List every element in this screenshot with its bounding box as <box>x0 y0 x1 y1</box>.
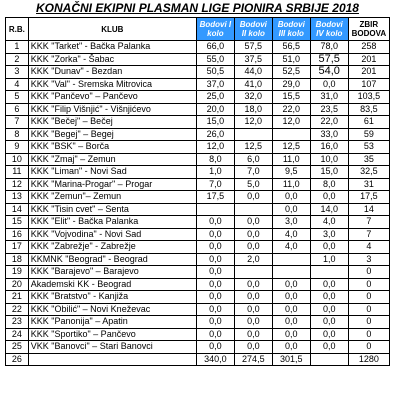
cell-round-1: 0,0 <box>196 241 234 254</box>
cell-round-1: 12,0 <box>196 141 234 154</box>
cell-rb: 3 <box>6 66 29 79</box>
cell-round-2: 57,5 <box>234 41 272 54</box>
cell-round-3: 0,0 <box>272 341 310 354</box>
cell-round-4: 23,5 <box>310 103 348 116</box>
header-round-4 <box>310 18 348 41</box>
cell-round-1: 0,0 <box>196 341 234 354</box>
cell-club: KKK "Zorka" - Šabac <box>28 53 196 66</box>
cell-total: 35 <box>348 153 389 166</box>
cell-round-3: 22,0 <box>272 103 310 116</box>
cell-round-4: 0,0 <box>310 316 348 329</box>
cell-club <box>28 353 196 366</box>
cell-round-4: 15,0 <box>310 166 348 179</box>
cell-rb: 23 <box>6 316 29 329</box>
cell-total: 17,5 <box>348 191 389 204</box>
header-round-2-line2: II kolo <box>241 29 265 38</box>
cell-club: KKK "Bečej" – Bečej <box>28 116 196 129</box>
cell-rb: 18 <box>6 253 29 266</box>
cell-rb: 15 <box>6 216 29 229</box>
cell-rb: 1 <box>6 41 29 54</box>
cell-round-4: 16,0 <box>310 141 348 154</box>
cell-rb: 10 <box>6 153 29 166</box>
header-total-line1: ZBIR <box>359 20 379 29</box>
cell-total: 0 <box>348 341 389 354</box>
cell-round-1: 20,0 <box>196 103 234 116</box>
cell-round-4: 0,0 <box>310 278 348 291</box>
cell-rb: 7 <box>6 116 29 129</box>
cell-round-3: 0,0 <box>272 203 310 216</box>
cell-round-1: 340,0 <box>196 353 234 366</box>
cell-round-3: 0,0 <box>272 303 310 316</box>
cell-total: 32,5 <box>348 166 389 179</box>
cell-round-4: 0,0 <box>310 328 348 341</box>
cell-round-4: 8,0 <box>310 178 348 191</box>
cell-total: 1280 <box>348 353 389 366</box>
cell-round-1: 0,0 <box>196 291 234 304</box>
cell-total: 4 <box>348 241 389 254</box>
table-row <box>6 203 390 216</box>
cell-rb: 4 <box>6 78 29 91</box>
table-row <box>6 278 390 291</box>
cell-round-3 <box>272 266 310 279</box>
cell-round-2 <box>234 203 272 216</box>
cell-round-4: 0,0 <box>310 241 348 254</box>
header-round-3-line1: Bodovi <box>277 20 305 29</box>
table-row <box>6 216 390 229</box>
header-klub: KLUB <box>28 18 196 41</box>
cell-round-4: 0,0 <box>310 303 348 316</box>
cell-rb: 9 <box>6 141 29 154</box>
cell-round-2: 0,0 <box>234 316 272 329</box>
table-row <box>6 166 390 179</box>
cell-round-3: 12,0 <box>272 116 310 129</box>
cell-club: KKMNK "Beograd" - Beograd <box>28 253 196 266</box>
cell-total: 0 <box>348 328 389 341</box>
cell-total: 59 <box>348 128 389 141</box>
cell-club: KKK "Panonija" – Apatin <box>28 316 196 329</box>
table-header-row <box>6 18 390 41</box>
cell-rb: 25 <box>6 341 29 354</box>
cell-total: 0 <box>348 316 389 329</box>
cell-total: 0 <box>348 266 389 279</box>
page-title: KONAČNI EKIPNI PLASMAN LIGE PIONIRA SRBIJE 2018 <box>36 1 359 15</box>
cell-round-4: 10,0 <box>310 153 348 166</box>
cell-round-2: 18,0 <box>234 103 272 116</box>
cell-round-3: 0,0 <box>272 191 310 204</box>
cell-total: 103,5 <box>348 91 389 104</box>
table-row <box>6 266 390 279</box>
cell-club: KKK "Elit" - Bačka Palanka <box>28 216 196 229</box>
cell-round-2: 7,0 <box>234 166 272 179</box>
cell-round-2: 0,0 <box>234 191 272 204</box>
cell-round-3: 56,5 <box>272 41 310 54</box>
cell-club: KKK "Bratstvo" - Kanjiža <box>28 291 196 304</box>
cell-round-1 <box>196 203 234 216</box>
cell-round-3: 0,0 <box>272 291 310 304</box>
cell-round-2: 44,0 <box>234 66 272 79</box>
cell-round-4: 3,0 <box>310 228 348 241</box>
cell-round-1: 0,0 <box>196 278 234 291</box>
cell-total: 7 <box>348 228 389 241</box>
cell-club: KKK "Begej" – Begej <box>28 128 196 141</box>
cell-rb: 16 <box>6 228 29 241</box>
cell-round-3: 301,5 <box>272 353 310 366</box>
cell-round-3: 15,5 <box>272 91 310 104</box>
table-row <box>6 228 390 241</box>
cell-club: Akademski KK - Beograd <box>28 278 196 291</box>
cell-round-2: 0,0 <box>234 216 272 229</box>
cell-club: KKK "Tarket" - Bačka Palanka <box>28 41 196 54</box>
cell-total: 14 <box>348 203 389 216</box>
cell-rb: 17 <box>6 241 29 254</box>
cell-round-4: 22,0 <box>310 116 348 129</box>
cell-round-4: 0,0 <box>310 191 348 204</box>
cell-round-4: 31,0 <box>310 91 348 104</box>
cell-club: KKK "Zmaj" – Zemun <box>28 153 196 166</box>
cell-rb: 13 <box>6 191 29 204</box>
table-row <box>6 41 390 54</box>
cell-round-2: 0,0 <box>234 341 272 354</box>
table-row <box>6 178 390 191</box>
cell-rb: 19 <box>6 266 29 279</box>
cell-round-3: 11,0 <box>272 178 310 191</box>
cell-club: KKK "Val" - Sremska Mitrovica <box>28 78 196 91</box>
cell-round-1: 0,0 <box>196 216 234 229</box>
header-round-4-line1: Bodovi <box>315 20 343 29</box>
table-row <box>6 241 390 254</box>
table-row <box>6 141 390 154</box>
cell-round-1: 0,0 <box>196 253 234 266</box>
table-row <box>6 353 390 366</box>
cell-total: 0 <box>348 291 389 304</box>
cell-round-1: 17,5 <box>196 191 234 204</box>
cell-round-3: 0,0 <box>272 328 310 341</box>
standings-table <box>5 17 390 366</box>
cell-round-2: 32,0 <box>234 91 272 104</box>
cell-round-2 <box>234 128 272 141</box>
cell-total: 107 <box>348 78 389 91</box>
table-row <box>6 128 390 141</box>
cell-total: 31 <box>348 178 389 191</box>
cell-round-1: 7,0 <box>196 178 234 191</box>
cell-club: KKK "Zabrežje" - Zabrežje <box>28 241 196 254</box>
cell-rb: 26 <box>6 353 29 366</box>
cell-round-2: 0,0 <box>234 291 272 304</box>
cell-rb: 24 <box>6 328 29 341</box>
cell-round-4: 57,5 <box>310 53 348 66</box>
cell-round-2: 0,0 <box>234 228 272 241</box>
cell-round-3: 11,0 <box>272 153 310 166</box>
cell-round-2: 12,5 <box>234 141 272 154</box>
cell-round-4 <box>310 266 348 279</box>
cell-total: 0 <box>348 278 389 291</box>
table-row <box>6 191 390 204</box>
cell-club: KKK "Zemun"– Zemun <box>28 191 196 204</box>
cell-round-2: 0,0 <box>234 241 272 254</box>
cell-club: KKK "Filip Višnjić" - Višnjićevo <box>28 103 196 116</box>
cell-round-2: 0,0 <box>234 328 272 341</box>
table-row <box>6 66 390 79</box>
cell-round-2: 274,5 <box>234 353 272 366</box>
cell-round-1: 25,0 <box>196 91 234 104</box>
header-round-3 <box>272 18 310 41</box>
cell-round-1: 8,0 <box>196 153 234 166</box>
cell-round-2: 6,0 <box>234 153 272 166</box>
cell-round-2 <box>234 266 272 279</box>
table-row <box>6 341 390 354</box>
header-total-line2: BODOVA <box>351 29 387 38</box>
cell-round-3 <box>272 128 310 141</box>
cell-rb: 8 <box>6 128 29 141</box>
cell-total: 201 <box>348 66 389 79</box>
cell-total: 201 <box>348 53 389 66</box>
cell-round-2: 0,0 <box>234 303 272 316</box>
cell-rb: 20 <box>6 278 29 291</box>
header-round-4-line2: IV kolo <box>316 29 343 38</box>
cell-round-3: 29,0 <box>272 78 310 91</box>
table-row <box>6 291 390 304</box>
cell-round-1: 55,0 <box>196 53 234 66</box>
cell-round-4: 54,0 <box>310 66 348 79</box>
table-row <box>6 316 390 329</box>
header-round-3-line2: III kolo <box>278 29 304 38</box>
header-round-1-line2: kolo <box>207 29 224 38</box>
cell-round-1: 15,0 <box>196 116 234 129</box>
cell-club: KKK "Barajevo" – Barajevo <box>28 266 196 279</box>
cell-round-3: 0,0 <box>272 316 310 329</box>
cell-total: 7 <box>348 216 389 229</box>
header-round-2 <box>234 18 272 41</box>
cell-round-4: 33,0 <box>310 128 348 141</box>
cell-round-1: 0,0 <box>196 266 234 279</box>
cell-round-2: 12,0 <box>234 116 272 129</box>
table-row <box>6 253 390 266</box>
cell-round-4: 0,0 <box>310 341 348 354</box>
table-row <box>6 91 390 104</box>
cell-round-1: 0,0 <box>196 303 234 316</box>
header-round-1 <box>196 18 234 41</box>
cell-total: 61 <box>348 116 389 129</box>
table-row <box>6 103 390 116</box>
cell-club: KKK "Marina-Progar" – Progar <box>28 178 196 191</box>
cell-club: KKK "Tisin cvet" – Senta <box>28 203 196 216</box>
cell-round-2: 0,0 <box>234 278 272 291</box>
cell-rb: 21 <box>6 291 29 304</box>
cell-round-1: 0,0 <box>196 328 234 341</box>
cell-total: 0 <box>348 303 389 316</box>
cell-round-4: 1,0 <box>310 253 348 266</box>
cell-round-4: 78,0 <box>310 41 348 54</box>
cell-total: 53 <box>348 141 389 154</box>
cell-round-4: 14,0 <box>310 203 348 216</box>
cell-total: 258 <box>348 41 389 54</box>
cell-round-3: 9,5 <box>272 166 310 179</box>
cell-round-4: 0,0 <box>310 291 348 304</box>
cell-club: KKK "Liman" - Novi Sad <box>28 166 196 179</box>
cell-round-1: 26,0 <box>196 128 234 141</box>
cell-round-3: 4,0 <box>272 241 310 254</box>
cell-rb: 22 <box>6 303 29 316</box>
cell-rb: 2 <box>6 53 29 66</box>
cell-round-3: 51,0 <box>272 53 310 66</box>
table-row <box>6 153 390 166</box>
cell-round-3: 4,0 <box>272 228 310 241</box>
cell-round-1: 37,0 <box>196 78 234 91</box>
cell-total: 3 <box>348 253 389 266</box>
cell-club: KKK "Vojvodina" - Novi Sad <box>28 228 196 241</box>
cell-round-1: 50,5 <box>196 66 234 79</box>
cell-club: KKK "Pančevo" – Pančevo <box>28 91 196 104</box>
cell-round-2: 37,5 <box>234 53 272 66</box>
cell-rb: 11 <box>6 166 29 179</box>
header-round-2-line1: Bodovi <box>239 20 267 29</box>
cell-rb: 14 <box>6 203 29 216</box>
cell-rb: 5 <box>6 91 29 104</box>
table-row <box>6 303 390 316</box>
cell-round-4 <box>310 353 348 366</box>
table-body <box>6 41 390 366</box>
header-round-1-line1: Bodovi I <box>199 20 232 29</box>
cell-round-2: 5,0 <box>234 178 272 191</box>
cell-round-1: 1,0 <box>196 166 234 179</box>
cell-club: KKK "Sportiko" – Pančevo <box>28 328 196 341</box>
cell-round-3: 52,5 <box>272 66 310 79</box>
header-rb: R.B. <box>6 18 29 41</box>
table-row <box>6 116 390 129</box>
cell-round-2: 41,0 <box>234 78 272 91</box>
cell-club: KKK "Dunav" - Bezdan <box>28 66 196 79</box>
table-row <box>6 53 390 66</box>
cell-club: KKK "BSK" – Borča <box>28 141 196 154</box>
cell-club: KKK "Obilić" – Novi Kneževac <box>28 303 196 316</box>
cell-rb: 12 <box>6 178 29 191</box>
cell-round-3 <box>272 253 310 266</box>
header-total <box>348 18 389 41</box>
table-row <box>6 328 390 341</box>
cell-round-4: 4,0 <box>310 216 348 229</box>
cell-round-3: 12,5 <box>272 141 310 154</box>
cell-rb: 6 <box>6 103 29 116</box>
cell-total: 83,5 <box>348 103 389 116</box>
cell-club: VKK "Banovci" – Stari Banovci <box>28 341 196 354</box>
table-row <box>6 78 390 91</box>
cell-round-4: 0,0 <box>310 78 348 91</box>
cell-round-3: 0,0 <box>272 278 310 291</box>
cell-round-2: 2,0 <box>234 253 272 266</box>
cell-round-1: 66,0 <box>196 41 234 54</box>
cell-round-1: 0,0 <box>196 228 234 241</box>
cell-round-1: 0,0 <box>196 316 234 329</box>
cell-round-3: 3,0 <box>272 216 310 229</box>
